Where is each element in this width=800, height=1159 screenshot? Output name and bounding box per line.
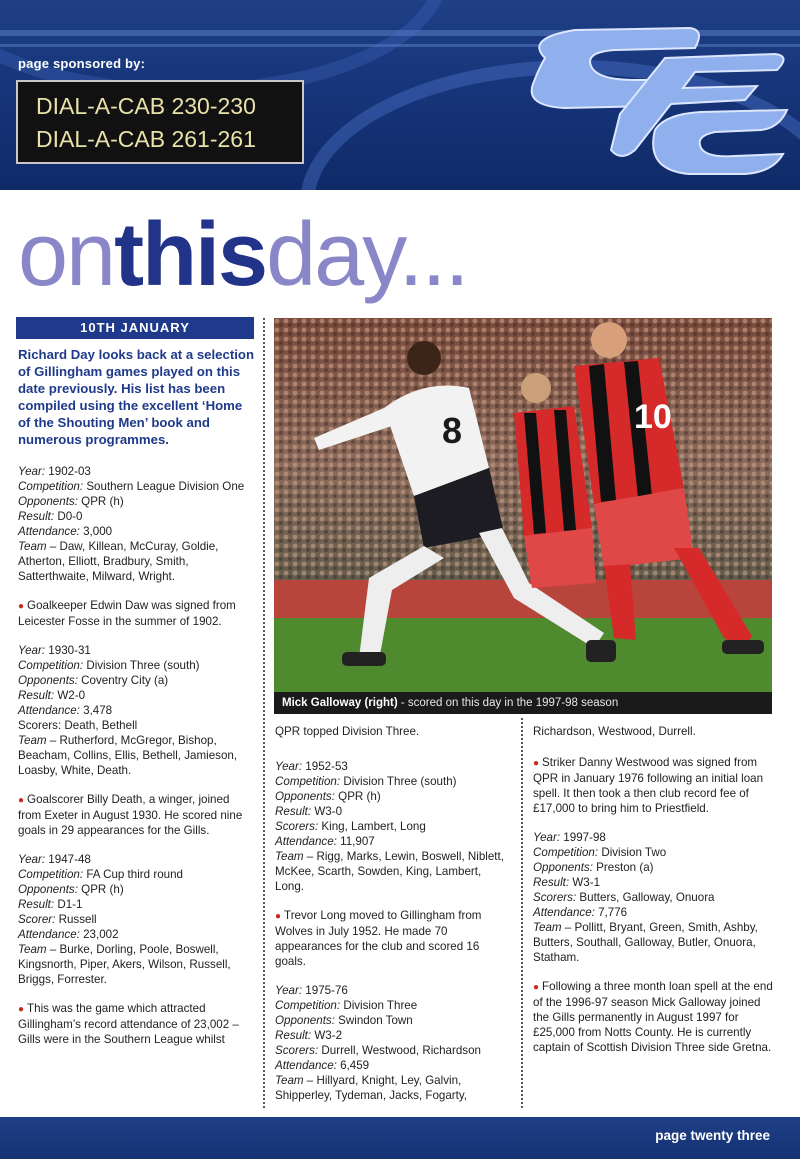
match-photo (274, 318, 772, 692)
sponsor-box (16, 80, 304, 164)
sponsor-line-2: DIAL-A-CAB 261-261 (36, 126, 256, 152)
column-1 (18, 346, 254, 1061)
bullet-icon: ● (533, 758, 540, 769)
page-title (18, 205, 468, 305)
match-1952: Year: 1952-53 Competition: Division Three (south) Opponents: QPR (h) Result: W3-0 Scorers: King, Lambert, Long Attendance: 11,907 Team – Rigg, Marks, Lewin, Boswell, Niblett, McKee, Scarth, Sowden, King, Lambert, Long. (275, 760, 504, 893)
note-1952: ● Trevor Long moved to Gillingham from Wolves in July 1952. He made 70 appearances for the club and scored 16 goals. (275, 909, 482, 968)
photo-illustration (274, 318, 772, 692)
bullet-icon: ● (18, 795, 25, 806)
svg-text:8: 8 (442, 410, 463, 451)
column-divider (521, 718, 523, 1108)
bullet-icon: ● (18, 1004, 25, 1015)
header-banner (0, 0, 800, 190)
note-1902: ● Goalkeeper Edwin Daw was signed from Leicester Fosse in the summer of 1902. (18, 599, 236, 628)
match-1947: Year: 1947-48 Competition: FA Cup third round Opponents: QPR (h) Result: D1-1 Scorer: Russell Attendance: 23,002 Team – Burke, Dorling, Poole, Boswell, Kingsnorth, Piper, Akers, Wilson, Russell, Briggs, Forrester. (18, 853, 231, 986)
title-part-on: on (18, 205, 115, 305)
svg-text:10: 10 (634, 398, 672, 436)
bullet-icon: ● (533, 982, 540, 993)
match-1975: Year: 1975-76 Competition: Division Three Opponents: Swindon Town Result: W3-2 Scorers: Durrell, Westwood, Richardson Attendance: 6,459 Team – Hillyard, Knight, Ley, Galvin, Shipperley, Tydeman, Jacks, Fogarty, (275, 984, 481, 1102)
page-number: page twenty three (655, 1128, 770, 1143)
photo-caption: Mick Galloway (right) - scored on this day in the 1997-98 season (274, 692, 772, 714)
sponsor-line-1: DIAL-A-CAB 230-230 (36, 93, 256, 119)
date-banner: 10TH JANUARY (16, 317, 254, 339)
note-1947: ● This was the game which attracted Gillingham’s record attendance of 23,002 – Gills were in the Southern League whilst (18, 1002, 239, 1046)
match-1930: Year: 1930-31 Competition: Division Three (south) Opponents: Coventry City (a) Result: W2-0 Attendance: 3,478 Scorers: Death, Bethell Team – Rutherford, McGregor, Bishop, Beacham, Collins, Ellis, Bethell, Jamieson, Loasby, White, Death. (18, 644, 238, 777)
note-1997: ● Following a three month loan spell at the end of the 1996-97 season Mick Galloway joined the Gills permanently in August 1997 for £25,000 from Notts County. He is currently captain of Scottish Division Three side Gretna. (533, 980, 773, 1054)
match-1902: Year: 1902-03 Competition: Southern League Division One Opponents: QPR (h) Result: D0-0 Attendance: 3,000 Team – Daw, Killean, McCuray, Goldie, Atherton, Elliott, Bradbury, Smith, Satterthwaite, Milward, Wright. (18, 465, 245, 583)
continued-text: QPR topped Division Three. (275, 725, 420, 738)
title-part-day: day... (266, 205, 468, 305)
match-1997: Year: 1997-98 Competition: Division Two Opponents: Preston (a) Result: W3-1 Scorers: Butters, Galloway, Onuora Attendance: 7,776 Team – Pollitt, Bryant, Green, Smith, Ashby, Butters, Southall, Galloway, Butler, Onuora, Statham. (533, 831, 758, 964)
continued-text: Richardson, Westwood, Durrell. (533, 725, 696, 738)
bullet-icon: ● (18, 601, 25, 612)
note-1930: ● Goalscorer Billy Death, a winger, joined from Exeter in August 1930. He scored nine goals in 29 appearances for the Gills. (18, 793, 243, 837)
note-1975: ● Striker Danny Westwood was signed from QPR in January 1976 following an initial loan spell. It then took a then club record fee of £17,000 to bring him to Priestfield. (533, 756, 764, 815)
sponsor-label: page sponsored by: (18, 56, 146, 71)
column-3 (533, 724, 773, 1069)
intro-text: Richard Day looks back at a selection of Gillingham games played on this date previously. His list has been compiled using the excellent ‘Home of the Shouting Men’ book and numerous programmes. (18, 347, 255, 447)
gfc-logo (505, 18, 795, 178)
column-divider (263, 318, 265, 1108)
title-part-this: this (114, 205, 267, 305)
column-2 (275, 724, 513, 1117)
footer-bar (0, 1117, 800, 1159)
bullet-icon: ● (275, 911, 282, 922)
